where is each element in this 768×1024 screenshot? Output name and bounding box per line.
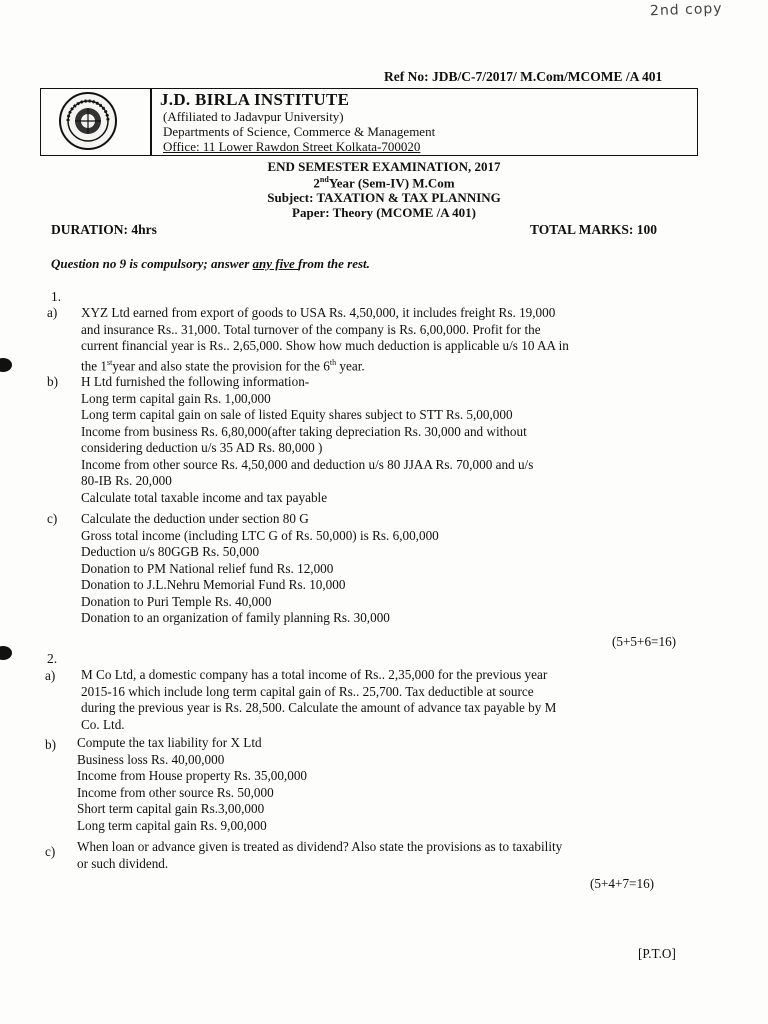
paper: Paper: Theory (MCOME /A 401) [292, 205, 476, 220]
page-turn-marker: [P.T.O] [638, 946, 676, 961]
q2-b-text [77, 735, 697, 834]
q1-a-pre: the 1 [81, 357, 108, 373]
q2-c-text [77, 839, 702, 872]
q2-a-line: Co. Ltd. [81, 716, 125, 732]
q1-b-label: b) [47, 374, 58, 389]
q1-c-line: Gross total income (including LTC G of Rs. 50,000) is Rs. 6,00,000 [81, 527, 439, 543]
q2-a-line: M Co Ltd, a domestic company has a total income of Rs.. 2,35,000 for the previous year [81, 667, 548, 682]
q1-c-line: Donation to J.L.Nehru Memorial Fund Rs. 10,000 [81, 577, 346, 592]
q1-c-line: Donation to PM National relief fund Rs. 12,000 [81, 560, 334, 576]
q1-b-line: 80-IB Rs. 20,000 [81, 473, 172, 488]
q1-a-line: XYZ Ltd earned from export of goods to USA Rs. 4,50,000, it includes freight Rs. 19,000 [81, 305, 556, 320]
institute-logo-icon [58, 91, 118, 151]
q2-marks: (5+4+7=16) [590, 876, 655, 891]
q1-b-line: Income from other source Rs. 4,50,000 and deduction u/s 80 JJAA Rs. 70,000 and u/s [81, 456, 534, 472]
q1-b-line: Long term capital gain on sale of listed Equity shares subject to STT Rs. 5,00,000 [81, 407, 513, 422]
total-marks: TOTAL MARKS: 100 [530, 222, 658, 237]
year-sup: nd [319, 175, 329, 184]
instruction [51, 256, 370, 272]
q1-c-line: Donation to Puri Temple Rs. 40,000 [81, 593, 272, 609]
q2-a-line: 2015-16 which include long term capital gain of Rs.. 25,700. Tax deductible at source [81, 683, 534, 699]
q2-b-line: Income from other source Rs. 50,000 [77, 784, 274, 800]
q1-b-line: Calculate total taxable income and tax payable [81, 489, 328, 505]
q1-c-line: Donation to an organization of family planning Rs. 30,000 [81, 610, 390, 625]
q2-c-label: c) [45, 844, 56, 859]
q1-b-line: considering deduction u/s 35 AD Rs. 80,000 ) [81, 440, 323, 455]
instruction-post: from the rest. [298, 256, 370, 271]
q1-a-line: and insurance Rs.. 31,000. Total turnover of the company is Rs. 6,00,000. Profit for the [81, 321, 541, 337]
q1-marks: (5+5+6=16) [612, 634, 677, 649]
q2-c-line: When loan or advance given is treated as dividend? Also state the provisions as to taxability [77, 839, 563, 854]
subject: Subject: TAXATION & TAX PLANNING [267, 190, 501, 205]
q1-b-text [81, 374, 701, 506]
question-2-number: 2. [47, 651, 58, 666]
q2-b-line: Income from House property Rs. 35,00,000 [77, 768, 308, 783]
q2-b-line: Long term capital gain Rs. 9,00,000 [77, 817, 267, 833]
office-address: Office: 11 Lower Rawdon Street Kolkata-700020 [163, 139, 421, 154]
punch-hole [0, 646, 12, 660]
handwritten-note: 2nd copy [649, 0, 723, 20]
q1-a-label: a) [47, 305, 58, 320]
q1-b-line: Income from business Rs. 6,80,000(after taking depreciation Rs. 30,000 and without [81, 423, 527, 439]
q2-a-line: during the previous year is Rs. 28,500. Calculate the amount of advance tax payable by M [81, 700, 557, 715]
institute-name: J.D. BIRLA INSTITUTE [160, 90, 350, 109]
q2-b-line: Compute the tax liability for X Ltd [77, 735, 262, 750]
q1-c-line: Calculate the deduction under section 80 G [81, 511, 309, 526]
instruction-underlined: any five [252, 256, 299, 271]
q2-a-text [81, 667, 701, 733]
exam-year [0, 175, 768, 191]
year-rest: Year (Sem-IV) M.Com [328, 175, 455, 191]
ref-number: Ref No: JDB/C-7/2017/ M.Com/MCOME /A 401 [384, 69, 663, 84]
affiliation: (Affiliated to Jadavpur University) [163, 109, 344, 124]
q2-b-line: Business loss Rs. 40,00,000 [77, 751, 225, 767]
q1-c-label: c) [47, 511, 58, 526]
departments: Departments of Science, Commerce & Management [163, 124, 436, 139]
header-divider [150, 88, 152, 156]
q1-a-sup2: th [329, 357, 337, 367]
q2-b-line: Short term capital gain Rs.3,00,000 [77, 801, 265, 816]
question-1-number: 1. [51, 289, 62, 304]
q1-c-text [81, 511, 701, 627]
q2-a-label: a) [45, 668, 56, 683]
exam-title: END SEMESTER EXAMINATION, 2017 [267, 159, 501, 174]
q1-a-line: current financial year is Rs.. 2,65,000. Show how much deduction is applicable u/s 10 AA in [81, 338, 569, 353]
year-num: 2 [313, 175, 320, 191]
q2-b-label: b) [45, 737, 56, 752]
q1-a-line-last [81, 355, 701, 375]
q1-a-post: year. [336, 357, 365, 373]
q1-a-mid: year and also state the provision for the 6 [112, 357, 330, 373]
q2-c-line: or such dividend. [77, 855, 169, 871]
q1-b-line: Long term capital gain Rs. 1,00,000 [81, 390, 271, 406]
instruction-pre: Question no 9 is compulsory; answer [51, 256, 253, 271]
q1-a-sup1: st [107, 357, 113, 367]
q1-a-text [81, 305, 701, 374]
duration: DURATION: 4hrs [51, 222, 157, 237]
q1-c-line: Deduction u/s 80GGB Rs. 50,000 [81, 544, 260, 559]
q1-b-line: H Ltd furnished the following information- [81, 374, 310, 389]
punch-hole [0, 358, 12, 372]
